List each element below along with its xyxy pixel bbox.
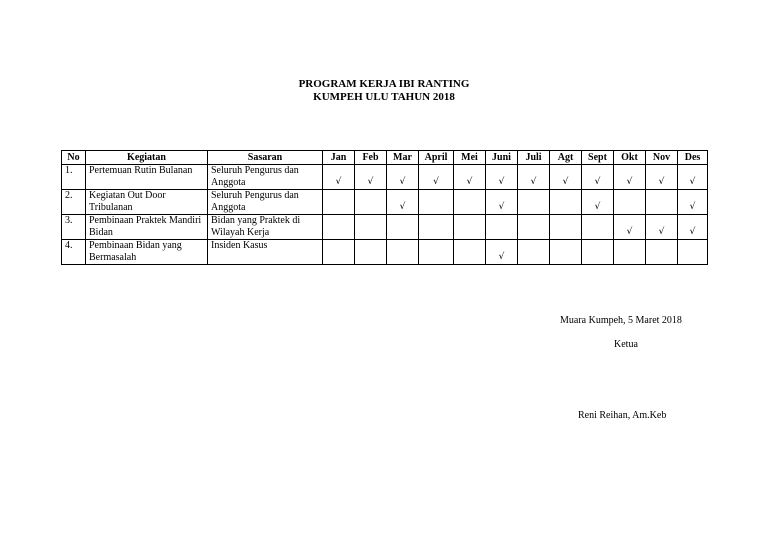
- check-mark: √: [550, 165, 582, 190]
- check-mark: √: [486, 165, 518, 190]
- row-sasaran: Bidan yang Praktek di Wilayah Kerja: [208, 215, 323, 240]
- signature-name: Reni Reihan, Am.Keb: [578, 410, 667, 421]
- check-mark: √: [614, 165, 646, 190]
- check-mark: [323, 240, 355, 265]
- header-month-mei: Mei: [454, 151, 486, 165]
- check-mark: √: [678, 190, 708, 215]
- check-mark: √: [486, 190, 518, 215]
- check-mark: √: [518, 165, 550, 190]
- header-month-april: April: [419, 151, 454, 165]
- check-mark: √: [582, 190, 614, 215]
- check-mark: [678, 240, 708, 265]
- header-month-okt: Okt: [614, 151, 646, 165]
- header-month-juli: Juli: [518, 151, 550, 165]
- check-mark: [518, 240, 550, 265]
- check-mark: [454, 190, 486, 215]
- check-mark: [323, 190, 355, 215]
- document-title: PROGRAM KERJA IBI RANTING: [298, 78, 470, 90]
- check-mark: [387, 240, 419, 265]
- check-mark: [454, 215, 486, 240]
- header-month-jan: Jan: [323, 151, 355, 165]
- row-number: 1.: [62, 165, 86, 190]
- check-mark: √: [355, 165, 387, 190]
- check-mark: [419, 190, 454, 215]
- check-mark: [550, 190, 582, 215]
- check-mark: [355, 190, 387, 215]
- check-mark: [614, 190, 646, 215]
- header-month-sept: Sept: [582, 151, 614, 165]
- check-mark: √: [582, 165, 614, 190]
- check-mark: √: [387, 165, 419, 190]
- check-mark: √: [678, 165, 708, 190]
- row-kegiatan: Pertemuan Rutin Bulanan: [86, 165, 208, 190]
- row-number: 4.: [62, 240, 86, 265]
- document-subtitle: KUMPEH ULU TAHUN 2018: [313, 91, 455, 103]
- table-row: [62, 165, 708, 190]
- row-number: 3.: [62, 215, 86, 240]
- row-sasaran: Seluruh Pengurus dan Anggota: [208, 165, 323, 190]
- check-mark: [518, 215, 550, 240]
- signature-place-date: Muara Kumpeh, 5 Maret 2018: [560, 315, 682, 326]
- check-mark: [454, 240, 486, 265]
- check-mark: √: [646, 165, 678, 190]
- table-row: [62, 190, 708, 215]
- header-month-des: Des: [678, 151, 708, 165]
- check-mark: [614, 240, 646, 265]
- row-kegiatan: Pembinaan Bidan yang Bermasalah: [86, 240, 208, 265]
- header-sasaran: Sasaran: [208, 151, 323, 165]
- check-mark: √: [419, 165, 454, 190]
- check-mark: √: [323, 165, 355, 190]
- check-mark: √: [486, 240, 518, 265]
- work-program-table: [61, 150, 708, 265]
- header-no: No: [62, 151, 86, 165]
- check-mark: √: [614, 215, 646, 240]
- header-month-feb: Feb: [355, 151, 387, 165]
- check-mark: √: [678, 215, 708, 240]
- signature-role: Ketua: [614, 339, 638, 350]
- check-mark: [646, 240, 678, 265]
- table-row: [62, 240, 708, 265]
- row-number: 2.: [62, 190, 86, 215]
- check-mark: [582, 215, 614, 240]
- check-mark: [419, 240, 454, 265]
- check-mark: √: [646, 215, 678, 240]
- row-kegiatan: Kegiatan Out Door Tribulanan: [86, 190, 208, 215]
- check-mark: [646, 190, 678, 215]
- header-month-nov: Nov: [646, 151, 678, 165]
- header-kegiatan: Kegiatan: [86, 151, 208, 165]
- header-month-mar: Mar: [387, 151, 419, 165]
- check-mark: [550, 215, 582, 240]
- check-mark: [387, 215, 419, 240]
- header-month-agt: Agt: [550, 151, 582, 165]
- row-sasaran: Insiden Kasus: [208, 240, 323, 265]
- row-sasaran: Seluruh Pengurus dan Anggota: [208, 190, 323, 215]
- check-mark: √: [454, 165, 486, 190]
- table-row: [62, 215, 708, 240]
- check-mark: √: [387, 190, 419, 215]
- check-mark: [582, 240, 614, 265]
- check-mark: [486, 215, 518, 240]
- check-mark: [419, 215, 454, 240]
- check-mark: [550, 240, 582, 265]
- check-mark: [355, 240, 387, 265]
- row-kegiatan: Pembinaan Praktek Mandiri Bidan: [86, 215, 208, 240]
- check-mark: [355, 215, 387, 240]
- check-mark: [323, 215, 355, 240]
- table-header-row: [62, 151, 708, 165]
- header-month-juni: Juni: [486, 151, 518, 165]
- check-mark: [518, 190, 550, 215]
